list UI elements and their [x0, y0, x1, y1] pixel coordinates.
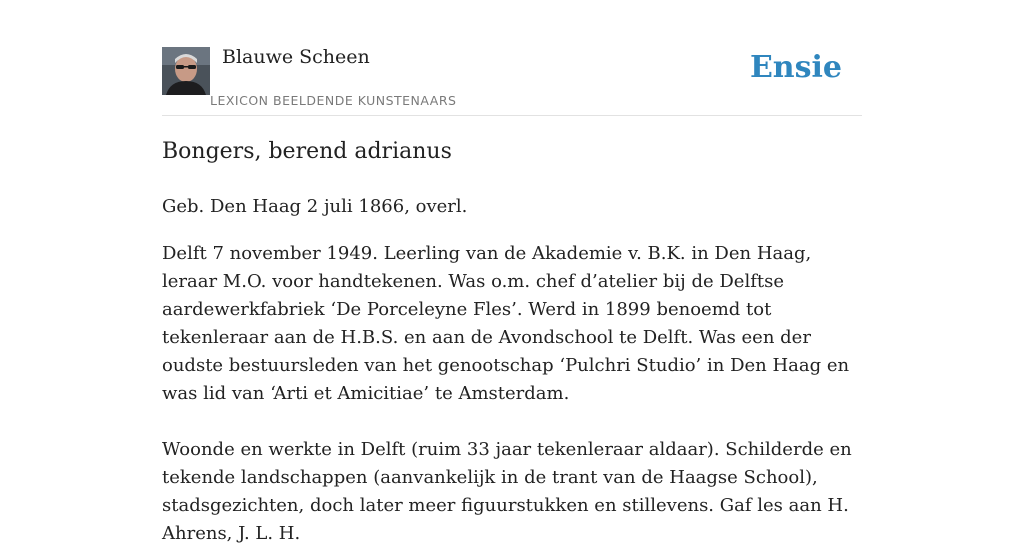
- category-label[interactable]: LEXICON BEELDENDE KUNSTENAARS: [210, 93, 457, 108]
- author-name[interactable]: Blauwe Scheen: [222, 46, 370, 68]
- article-body: [162, 193, 870, 548]
- author-portrait-icon: [162, 47, 210, 95]
- article-intro: Geb. Den Haag 2 juli 1866, overl.: [162, 196, 468, 217]
- brand-logo[interactable]: Ensie: [749, 50, 842, 85]
- article-paragraph: Woonde en werkte in Delft (ruim 33 jaar tekenleraar aldaar). Schilderde en tekende landschappen (aanvankelijk in de trant van de Haagse School), stadsgezichten, doch later meer figuurstukken en stillevens. Gaf les aan H. Ahrens, J. L. H.: [162, 439, 852, 544]
- author-avatar[interactable]: [162, 47, 210, 95]
- header: [162, 0, 862, 116]
- article-title: Bongers, berend adrianus: [162, 139, 452, 164]
- article-paragraph: Delft 7 november 1949. Leerling van de Akademie v. B.K. in Den Haag, leraar M.O. voor handtekenen. Was o.m. chef d’atelier bij de Delftse aardewerkfabriek ‘De Porceleyne Fles’. Werd in 1899 benoemd tot tekenleraar aan de H.B.S. en aan de Avondschool te Delft. Was een der oudste bestuursleden van het genootschap ‘Pulchri Studio’ in Den Haag en was lid van ‘Arti et Amicitiae’ te Amsterdam.: [162, 243, 850, 404]
